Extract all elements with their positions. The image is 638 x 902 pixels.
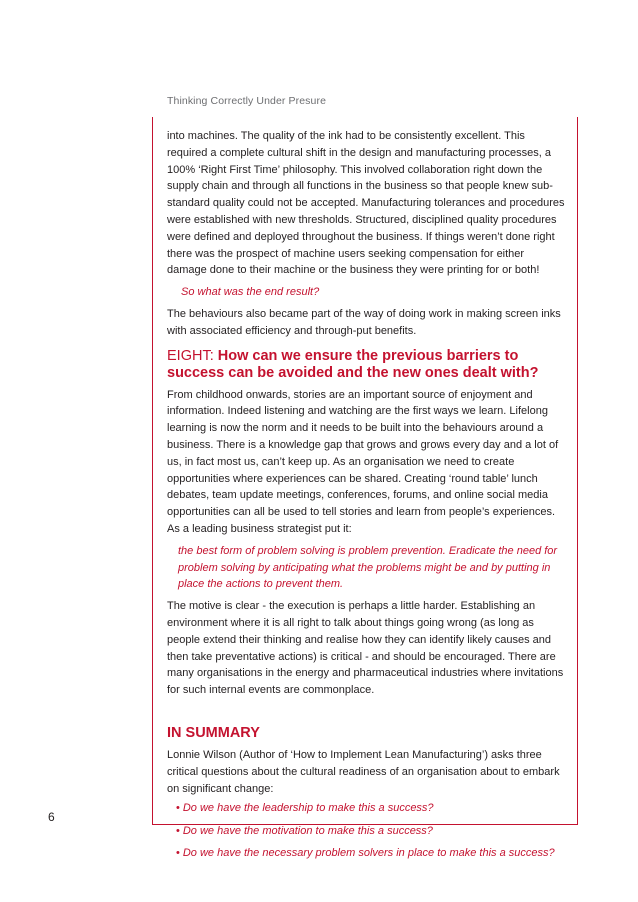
running-header: Thinking Correctly Under Presure <box>167 95 327 107</box>
paragraph-quality: into machines. The quality of the ink had to be consistently excellent. This required a complete cultural shift in the design and manufacturing processes, a 100% ‘Right First Time’ philosophy. This involved collaboration right down the supply chain and through all functions in the business so that people knew sub-standard quality could not be accepted. Manufacturing tolerances and procedures were established with new thresholds. Structured, disciplined quality procedures were defined and deployed throughout the business. If things weren’t done right there was the prospect of machine users seeking compensation for either damage done to their machine or the business they were printing for or both! <box>167 130 565 277</box>
list-item-text: Do we have the necessary problem solvers in place to make this a success? <box>182 846 555 859</box>
list-item <box>176 823 565 840</box>
question-end-result: So what was the end result? <box>181 286 320 299</box>
summary-questions-list <box>167 800 565 861</box>
bullet-icon: • <box>176 802 180 815</box>
list-item-text: Do we have the motivation to make this a success? <box>182 824 433 837</box>
list-item-text: Do we have the leadership to make this a success? <box>182 802 434 815</box>
list-item <box>176 845 565 862</box>
summary-paragraph: Lonnie Wilson (Author of ‘How to Implement Lean Manufacturing’) asks three critical questions about the cultural readiness of an organisation about to embark on significant change: <box>167 748 560 795</box>
main-content <box>167 128 565 867</box>
bullet-icon: • <box>176 846 180 859</box>
page-number: 6 <box>48 810 55 824</box>
bullet-icon: • <box>176 824 180 837</box>
paragraph-stories: From childhood onwards, stories are an important source of enjoyment and information. Indeed listening and watching are the first ways we learn. Lifelong learning is now the norm and it needs to be built into the behaviours around a business. There is a knowledge gap that grows and grows every day and a lot of us, in fact most us, can’t keep up. As an organisation we need to create opportunities where experiences can be shared. Creating ‘round table’ lunch debates, team update meetings, conferences, forums, and online social media opportunities can all be used to tell stories and learn from people’s experiences. As a leading business strategist put it: <box>167 388 559 535</box>
paragraph-behaviours: The behaviours also became part of the way of doing work in making screen inks with associated efficiency and through-put benefits. <box>167 307 561 337</box>
section-question: How can we ensure the previous barriers to success can be avoided and the new ones dealt with? <box>167 347 539 381</box>
section-number: EIGHT: <box>167 347 214 364</box>
strategist-quote: the best form of problem solving is problem prevention. Eradicate the need for problem solving by anticipating what the problems might be and by putting in place the actions to prevent them. <box>178 544 558 591</box>
list-item <box>176 800 565 817</box>
summary-heading: IN SUMMARY <box>167 724 260 741</box>
section-heading-eight <box>167 348 565 382</box>
paragraph-motive: The motive is clear - the execution is perhaps a little harder. Establishing an environment where it is all right to talk about things going wrong (as long as people extend their thinking and realise how they can identify likely causes and then take preventative actions) is critical - and should be encouraged. There are many organisations in the energy and pharmaceutical industries where invitations for such internal events are commonplace. <box>167 600 564 697</box>
